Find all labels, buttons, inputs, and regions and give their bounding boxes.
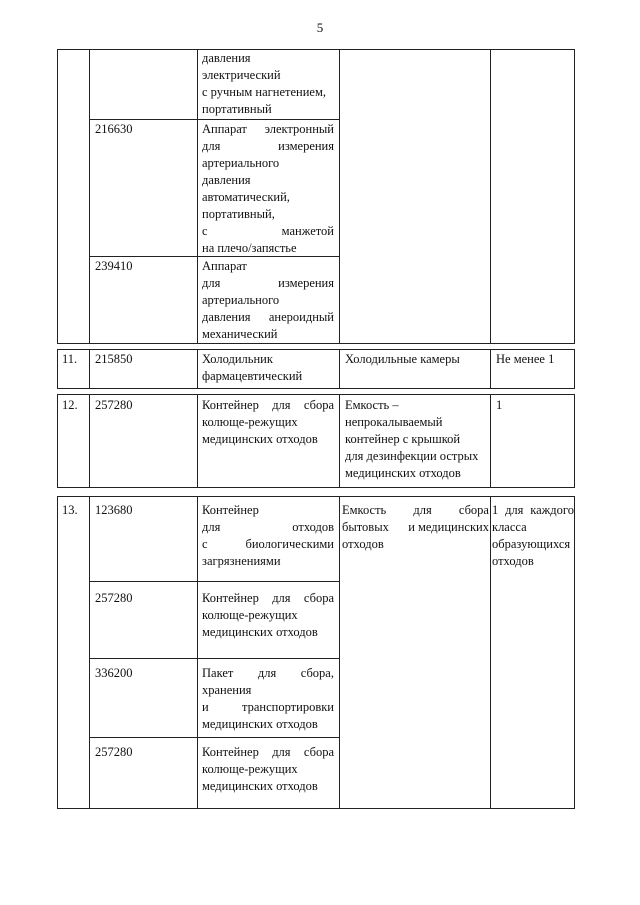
w: для xyxy=(202,139,221,153)
w: отходов xyxy=(492,554,534,568)
name-line: давления xyxy=(202,51,251,65)
code-257280-b: 257280 xyxy=(95,591,133,605)
w: Аппарат xyxy=(202,122,247,136)
w: для xyxy=(257,666,277,680)
w: Контейнер xyxy=(202,503,259,517)
w: для xyxy=(272,398,291,412)
w: портативный, xyxy=(202,207,275,221)
w: механический xyxy=(202,327,278,341)
w: для xyxy=(413,503,432,517)
w: для xyxy=(202,520,221,534)
w: хранения xyxy=(202,683,252,697)
w: сбора, xyxy=(300,666,334,680)
w: транспортировки xyxy=(242,700,334,714)
w: биологическими xyxy=(245,537,334,551)
w: анероидный xyxy=(268,310,334,324)
w: сбора xyxy=(303,398,334,412)
name-239410 xyxy=(202,258,334,343)
row-number-13: 13. xyxy=(62,503,78,517)
w: Контейнер xyxy=(202,398,259,412)
w: для xyxy=(272,745,291,759)
name-257280-b xyxy=(202,590,334,641)
req-line: Емкость – xyxy=(345,398,399,412)
code-123680: 123680 xyxy=(95,503,133,517)
quantity-11: Не менее 1 xyxy=(496,352,555,366)
name-336200 xyxy=(202,665,334,733)
w: сбора xyxy=(458,503,489,517)
w: класса xyxy=(492,520,527,534)
code-336200: 336200 xyxy=(95,666,133,680)
w: с xyxy=(202,224,208,238)
w: медицинских отходов xyxy=(202,432,318,446)
w: 1 xyxy=(492,503,499,517)
w: Контейнер xyxy=(202,591,259,605)
w: загрязнениями xyxy=(202,554,281,568)
code-257280: 257280 xyxy=(95,398,133,412)
w: отходов xyxy=(342,537,384,551)
req-line: медицинских отходов xyxy=(345,466,461,480)
name-257280 xyxy=(202,397,334,448)
name-line: портативный xyxy=(202,102,272,116)
name-line: фармацевтический xyxy=(202,369,303,383)
w: для xyxy=(202,276,221,290)
w: для xyxy=(505,503,524,517)
code-257280-c: 257280 xyxy=(95,745,133,759)
w: артериального xyxy=(202,293,280,307)
quantity-13 xyxy=(492,502,574,570)
w: образующихся xyxy=(492,537,571,551)
name-line: Холодильник xyxy=(202,352,273,366)
w: бытовых xyxy=(342,520,389,534)
name-215850 xyxy=(202,351,334,385)
w: Пакет xyxy=(202,666,234,680)
name-line: с ручным нагнетением, xyxy=(202,85,326,99)
code-215850: 215850 xyxy=(95,352,133,366)
req-line: для дезинфекции острых xyxy=(345,449,479,463)
name-123680 xyxy=(202,502,334,570)
requirement-13 xyxy=(342,502,489,553)
w: медицинских отходов xyxy=(202,779,318,793)
w: Аппарат xyxy=(202,259,247,273)
requirement-12 xyxy=(345,397,487,482)
page-number: 5 xyxy=(316,20,324,35)
w: артериального xyxy=(202,156,280,170)
w: медицинских отходов xyxy=(202,625,318,639)
w: давления xyxy=(202,310,251,324)
row-number-12: 12. xyxy=(62,398,78,412)
w: измерения xyxy=(278,139,334,153)
w: колюще-режущих xyxy=(202,608,298,622)
row-number-11: 11. xyxy=(62,352,78,366)
w: сбора xyxy=(303,591,334,605)
code-216630: 216630 xyxy=(95,122,133,136)
w: давления xyxy=(202,173,251,187)
w: измерения xyxy=(278,276,334,290)
w: с xyxy=(202,537,208,551)
name-216630 xyxy=(202,121,334,257)
w: колюще-режущих xyxy=(202,762,298,776)
w: манжетой xyxy=(281,224,334,238)
req-line: непрокалываемый xyxy=(345,415,443,429)
w: и медицинских xyxy=(408,520,489,534)
w: электронный xyxy=(264,122,334,136)
w: колюще-режущих xyxy=(202,415,298,429)
w: автоматический, xyxy=(202,190,290,204)
w: для xyxy=(272,591,291,605)
cont-name-cell xyxy=(202,50,334,118)
w: Емкость xyxy=(342,503,387,517)
w: каждого xyxy=(530,503,574,517)
name-line: электрический xyxy=(202,68,281,82)
quantity-12: 1 xyxy=(496,398,503,412)
w: отходов xyxy=(292,520,334,534)
w: Контейнер xyxy=(202,745,259,759)
w: на плечо/запястье xyxy=(202,241,297,255)
name-257280-c xyxy=(202,744,334,795)
req-line: контейнер с крышкой xyxy=(345,432,461,446)
code-239410: 239410 xyxy=(95,259,133,273)
w: и xyxy=(202,700,209,714)
w: сбора xyxy=(303,745,334,759)
w: медицинских отходов xyxy=(202,717,318,731)
requirement-11: Холодильные камеры xyxy=(345,352,460,366)
